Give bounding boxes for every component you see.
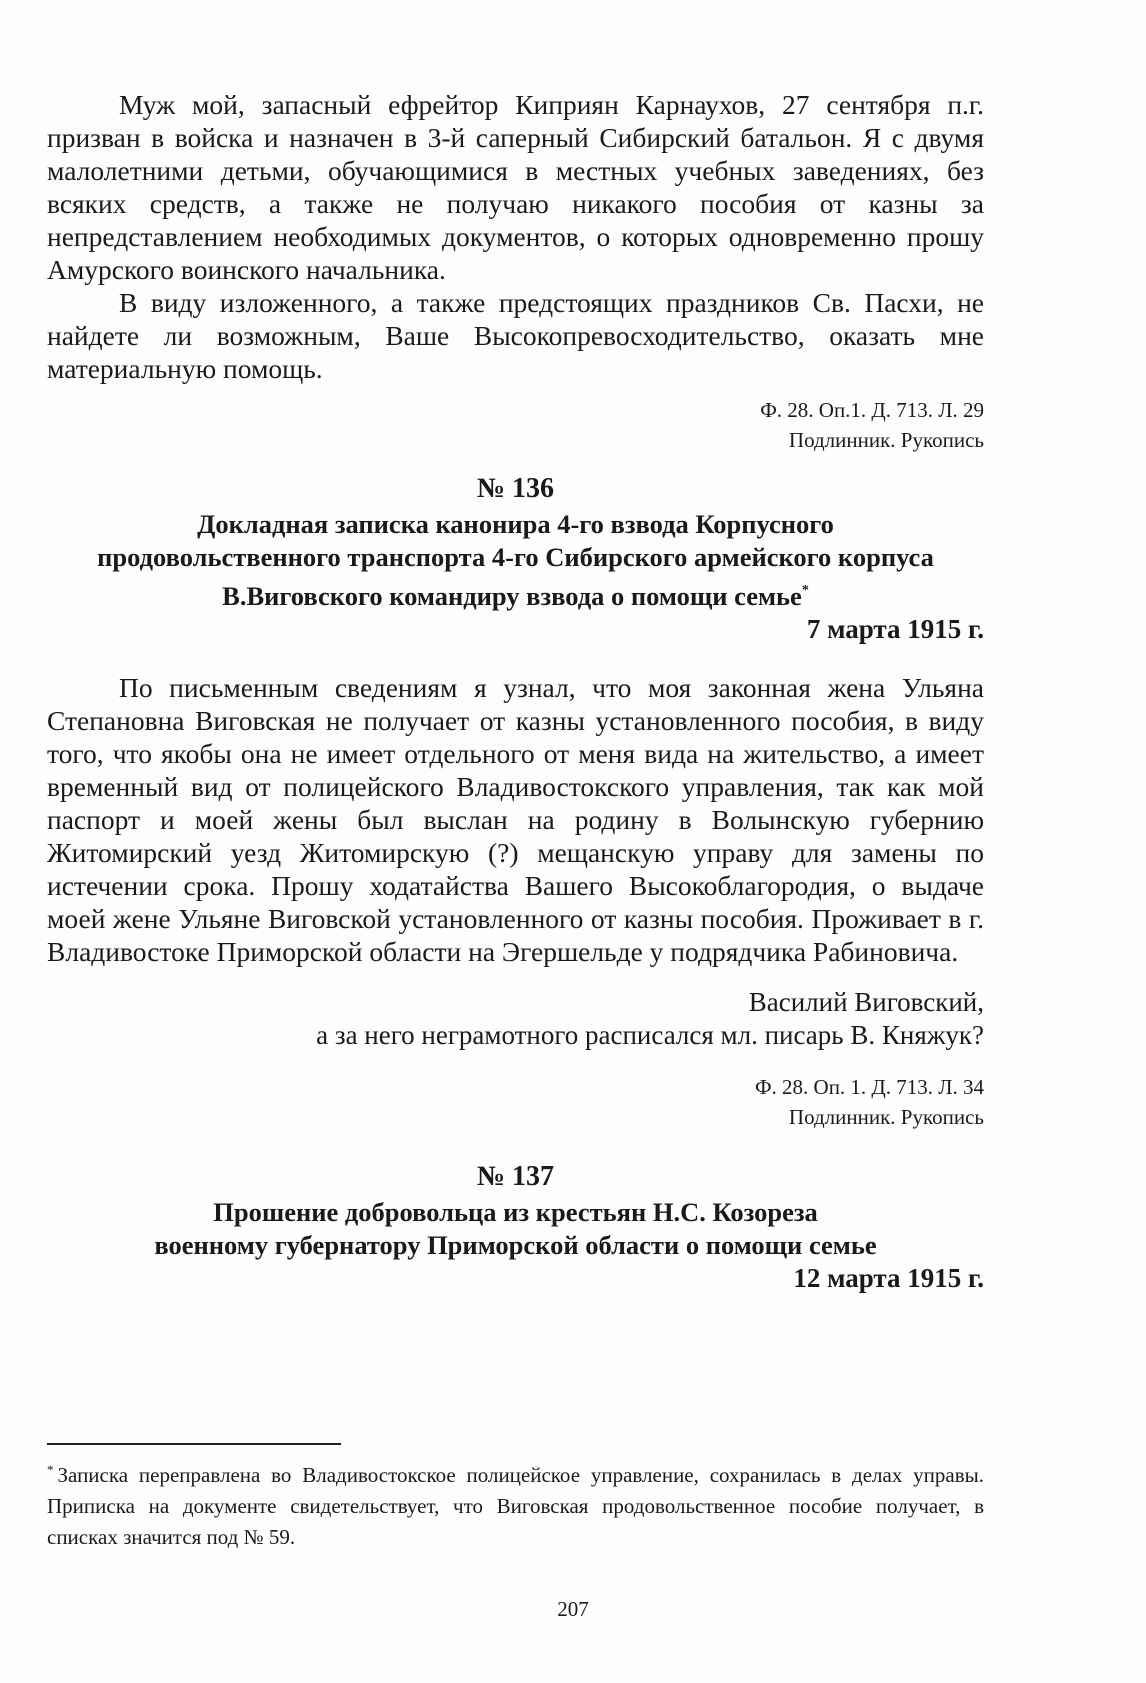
top-letter [47,88,984,455]
document-title-line: Прошение добровольца из крестьян Н.С. Козореза [213,1197,818,1227]
document-date: 12 марта 1915 г. [793,1263,984,1293]
paragraph: Муж мой, запасный ефрейтор Киприян Карнаухов, 27 сентября п.г. призван в войска и назначен в 3-й саперный Сибирский батальон. Я с двумя малолетними детьми, обучающимися в местных учебных заведениях, без всяких средств, а также не получаю никакого пособия от казны за непредставлением необходимых документов, о которых одновременно прошу Амурского воинского начальника. [47,89,984,285]
document-title-line [47,574,984,613]
footnote-text: Записка переправлена во Владивостокское полицейское управление, сохранилась в делах управы. Приписка на документе свидетельствует, что Виговская продовольственное пособие получает, в списках значится под № 59. [47,1463,984,1549]
source-type: Подлинник. Рукопись [788,1105,984,1129]
document-title-line: Докладная записка канонира 4-го взвода Корпусного [197,509,834,539]
document-number: № 136 [476,473,555,504]
footnote-rule [47,1443,341,1445]
signature-name: Василий Виговский, [748,987,984,1017]
archive-reference: Ф. 28. Оп.1. Д. 713. Л. 29 [760,398,984,422]
signature-note: а за него неграмотного расписался мл. писарь В. Княжук? [316,1020,984,1050]
footnote-marker: * [801,583,809,598]
paragraph: В виду изложенного, а также предстоящих праздников Св. Пасхи, не найдете ли возможным, Ваше Высокопревосходительство, оказать мне материальную помощь. [47,287,984,384]
document-title-line: военному губернатору Приморской области о помощи семье [154,1230,877,1260]
document-136 [47,472,984,1132]
footnote-marker: * [47,1462,54,1477]
source-type: Подлинник. Рукопись [788,428,984,452]
page-number: 207 [557,1597,589,1621]
archive-reference: Ф. 28. Оп. 1. Д. 713. Л. 34 [754,1075,984,1099]
document-body: По письменным сведениям я узнал, что моя законная жена Ульяна Степановна Виговская не получает от казны установленного пособия, в виду того, что якобы она не имеет отдельного от меня вида на жительство, а имеет временный вид от полицейского Владивостокского управления, так как мой паспорт и моей жены был выслан на родину в Волынскую губернию Житомирский уезд Житомирскую (?) мещанскую управу для замены по истечении срока. Прошу ходатайства Вашего Высокоблагородия, о выдаче моей жене Ульяне Виговской установленного от казны пособия. Проживает в г. Владивостоке Приморской области на Эгершельде у подрядчика Рабиновича. [47,672,984,967]
document-number: № 137 [476,1161,555,1192]
footnote [47,1454,984,1553]
document-137 [47,1160,984,1295]
document-date: 7 марта 1915 г. [806,614,984,644]
title-text: В.Виговского командиру взвода о помощи семье [222,581,802,611]
document-title-line: продовольственного транспорта 4-го Сибирского армейского корпуса [97,542,934,572]
